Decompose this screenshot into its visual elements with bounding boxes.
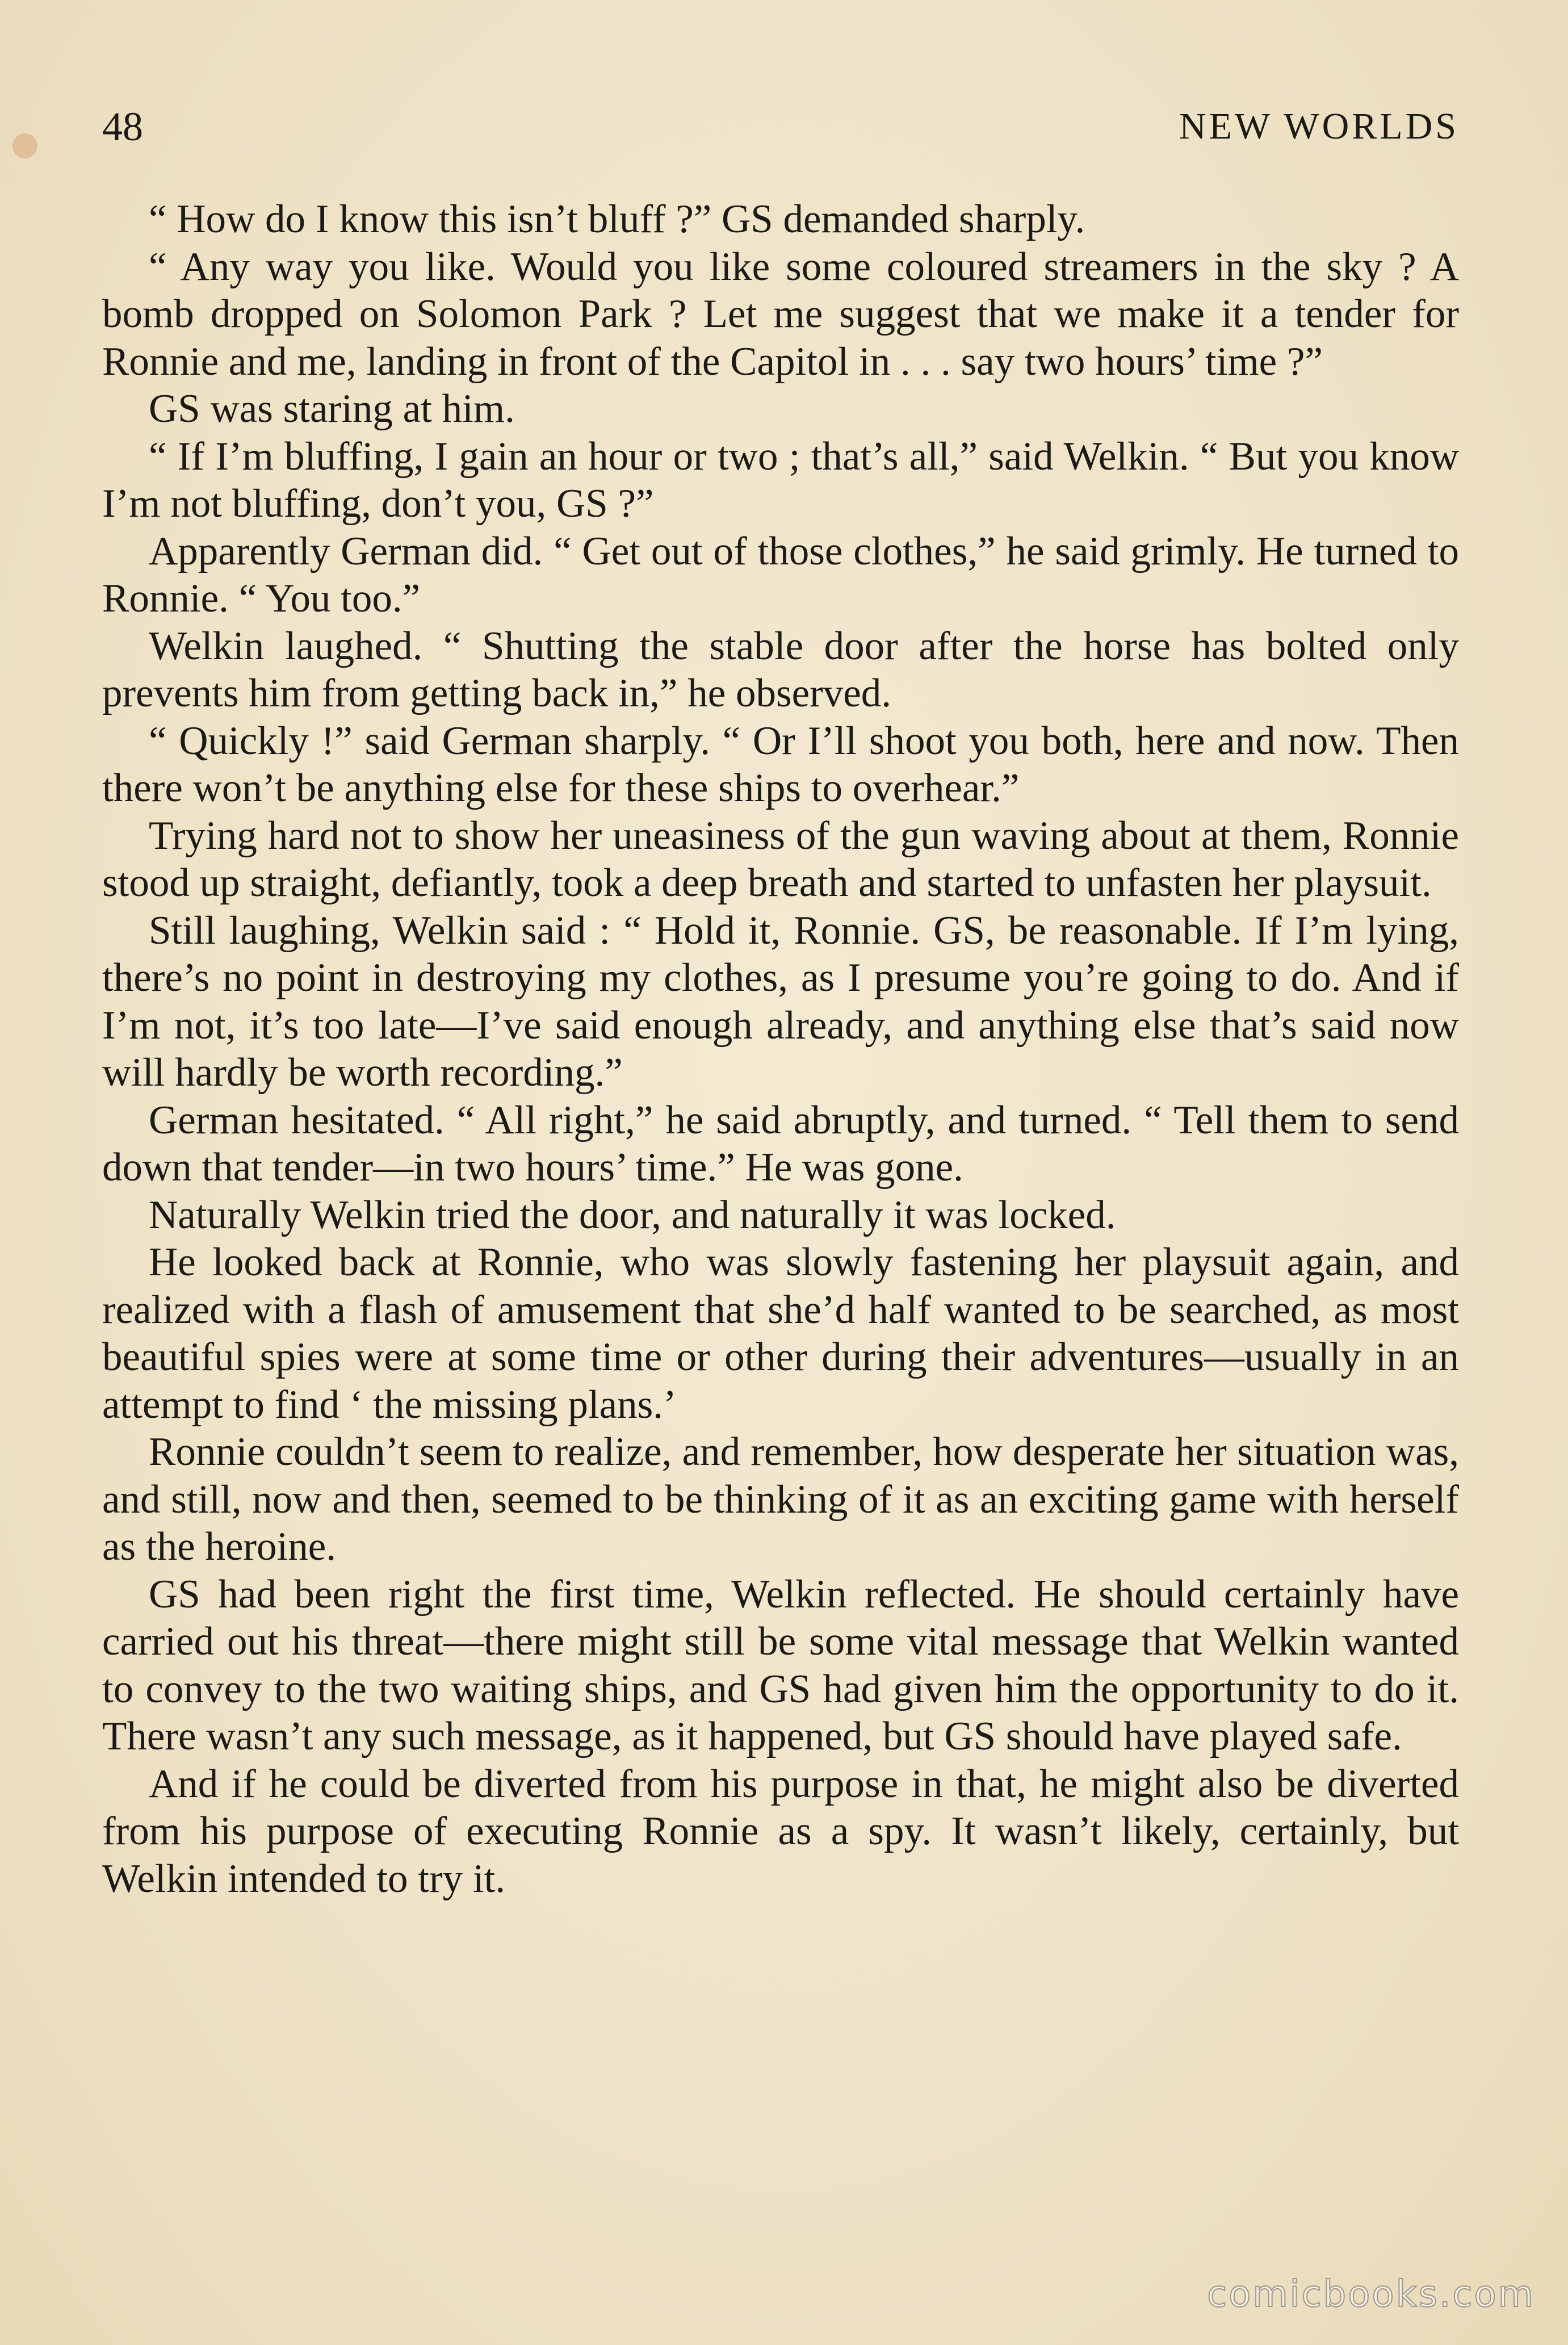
paragraph: Trying hard not to show her uneasiness of the gun waving about at them, Ronnie stood up straight, defiantly, took a deep breath and started to unfasten her playsuit. (102, 813, 1459, 905)
paragraph: German hesitated. “ All right,” he said abruptly, and turned. “ Tell them to send down that tender—in two hours’ time.” He was gone. (102, 1098, 1459, 1190)
page-stain (12, 133, 37, 158)
watermark: comicbooks.com (1206, 2273, 1535, 2315)
body-text (102, 196, 1459, 1903)
paragraph: GS had been right the first time, Welkin reflected. He should certainly have carried out his threat—there might still be some vital message that Welkin wanted to convey to the two waiting ships, and GS had given him the opportunity to do it. There wasn’t any such message, as it happened, but GS should have played safe. (102, 1572, 1459, 1758)
paragraph: GS was staring at him. (149, 387, 515, 431)
paragraph: “ How do I know this isn’t bluff ?” GS demanded sharply. (149, 197, 1085, 241)
paragraph: Welkin laughed. “ Shutting the stable door after the horse has bolted only prevents him from getting back in,” he observed. (102, 623, 1459, 715)
running-head: NEW WORLDS (1179, 106, 1459, 147)
page-number: 48 (102, 104, 143, 149)
paragraph: “ If I’m bluffing, I gain an hour or two ; that’s all,” said Welkin. “ But you know I’m not bluffing, don’t you, GS ?” (102, 434, 1459, 526)
paragraph: And if he could be diverted from his purpose in that, he might also be diverted from his purpose of executing Ronnie as a spy. It wasn’t likely, certainly, but Welkin intended to try it. (102, 1761, 1459, 1901)
page-header (102, 101, 1459, 152)
paragraph: Naturally Welkin tried the door, and naturally it was locked. (149, 1192, 1116, 1237)
paragraph: Still laughing, Welkin said : “ Hold it, Ronnie. GS, be reasonable. If I’m lying, there’s no point in destroying my clothes, as I presume you’re going to do. And if I’m not, it’s too late—I’ve said enough already, and anything else that’s said now will hardly be worth recording.” (102, 908, 1459, 1095)
paragraph: Ronnie couldn’t seem to realize, and remember, how desperate her situation was, and still, now and then, seemed to be thinking of it as an exciting game with herself as the heroine. (102, 1430, 1459, 1569)
paragraph: “ Any way you like. Would you like some coloured streamers in the sky ? A bomb dropped on Solomon Park ? Let me suggest that we make it a tender for Ronnie and me, landing in front of the Capitol in . . . say two hours’ time ?” (102, 244, 1459, 384)
paragraph: He looked back at Ronnie, who was slowly fastening her playsuit again, and realized with a flash of amusement that she’d half wanted to be searched, as most beautiful spies were at some time or other during their adventures—usually in an attempt to find ‘ the missing plans.’ (102, 1240, 1459, 1427)
paragraph: “ Quickly !” said German sharply. “ Or I’ll shoot you both, here and now. Then there won’t be anything else for these ships to overhear.” (102, 718, 1459, 810)
paragraph: Apparently German did. “ Get out of those clothes,” he said grimly. He turned to Ronnie. “ You too.” (102, 529, 1459, 621)
